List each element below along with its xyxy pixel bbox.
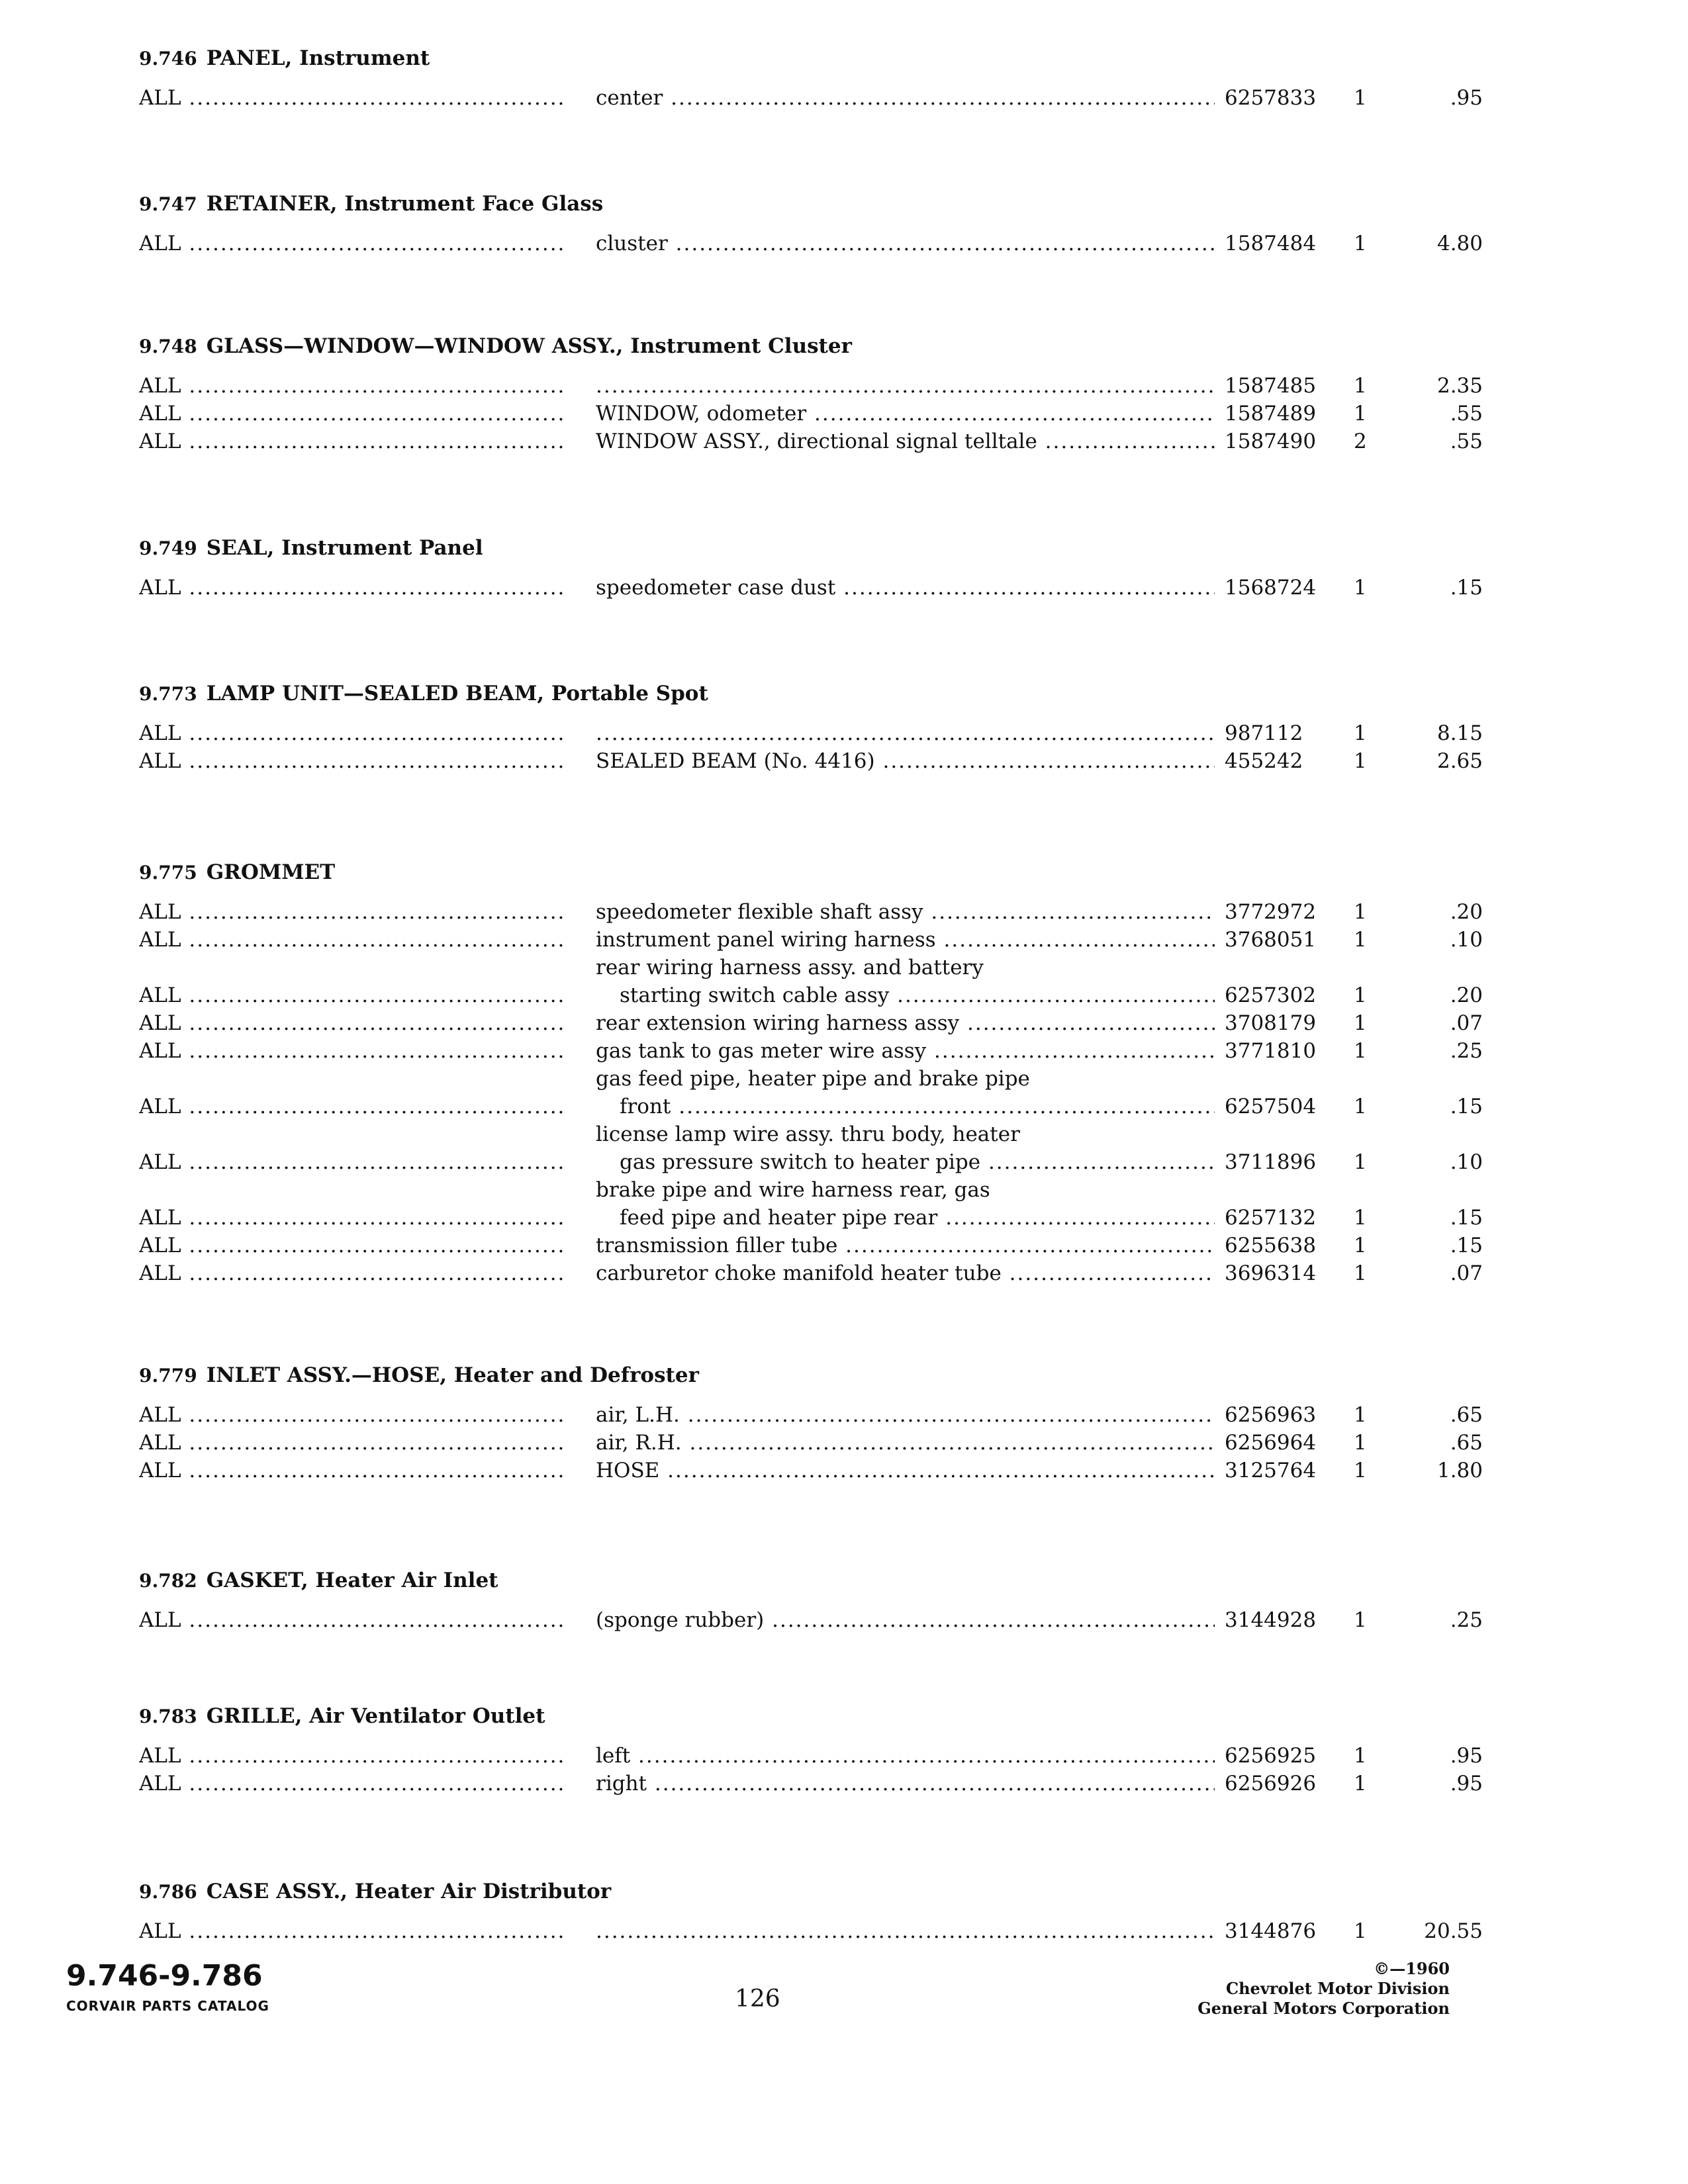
description-text: gas tank to gas meter wire assy ..... <box>596 1039 1215 1063</box>
description-line2: front ..... <box>620 1095 1215 1118</box>
model-cell <box>139 576 563 600</box>
part-number: 3125764 <box>1225 1459 1317 1482</box>
price: .95 <box>1450 86 1483 110</box>
section-title: GROMMET <box>206 860 336 884</box>
description-cell <box>596 1772 1215 1796</box>
model-text: ALL ..... <box>139 430 563 453</box>
price: 4.80 <box>1436 232 1483 255</box>
model-cell <box>139 232 563 255</box>
part-row <box>139 1035 1483 1063</box>
price: 2.35 <box>1436 374 1483 398</box>
part-row <box>139 1455 1483 1482</box>
price: .20 <box>1450 900 1483 924</box>
section-number: 9.786 <box>139 1881 197 1903</box>
part-row <box>139 1063 1483 1118</box>
model-cell <box>139 1608 563 1632</box>
quantity: 1 <box>1354 928 1367 952</box>
section-heading <box>139 1880 1364 1910</box>
description-line1: brake pipe and wire harness rear, gas <box>596 1178 990 1202</box>
model-cell <box>139 1234 563 1257</box>
description-cell <box>596 721 1215 745</box>
price: .65 <box>1450 1403 1483 1427</box>
model-cell <box>139 1919 563 1943</box>
part-number: 6257302 <box>1225 983 1317 1007</box>
description-text: instrument panel wiring harness ..... <box>596 928 1215 952</box>
part-number: 1568724 <box>1225 576 1317 600</box>
section-heading <box>139 46 1364 77</box>
section-heading <box>139 682 1364 712</box>
section-9-748 <box>139 334 1483 453</box>
part-number: 1587485 <box>1225 374 1317 398</box>
section-heading <box>139 192 1364 222</box>
part-row <box>139 745 1483 773</box>
section-number: 9.747 <box>139 193 197 215</box>
description-cell <box>596 402 1215 426</box>
part-number: 3696314 <box>1225 1261 1317 1285</box>
description-cell <box>596 232 1215 255</box>
quantity: 1 <box>1354 1261 1367 1285</box>
description-cell <box>596 1608 1215 1632</box>
model-cell <box>139 430 563 453</box>
description-text <box>596 1919 1215 1943</box>
description-text: left ..... <box>596 1744 1215 1768</box>
model-cell <box>139 1772 563 1796</box>
part-number: 1587489 <box>1225 402 1317 426</box>
model-text: ALL ..... <box>139 1431 563 1455</box>
model-cell <box>139 721 563 745</box>
quantity: 1 <box>1354 1403 1367 1427</box>
part-row <box>139 370 1483 398</box>
description-cell <box>596 1174 1215 1230</box>
model-text: ALL ..... <box>139 1150 563 1174</box>
part-number: 455242 <box>1225 749 1303 773</box>
part-row <box>139 1174 1483 1230</box>
model-cell <box>139 374 563 398</box>
description-cell <box>596 952 1215 1007</box>
copyright: ©—1960 <box>1374 1959 1450 1978</box>
part-row <box>139 1257 1483 1285</box>
page-number: 126 <box>735 1985 780 2013</box>
description-cell <box>596 1011 1215 1035</box>
section-number: 9.773 <box>139 683 197 705</box>
model-text: ALL ..... <box>139 1919 563 1943</box>
price: .55 <box>1450 402 1483 426</box>
description-line1: license lamp wire assy. thru body, heater <box>596 1122 1020 1146</box>
catalog-name: CORVAIR PARTS CATALOG <box>66 1998 269 2014</box>
section-number: 9.775 <box>139 862 197 884</box>
section-title: GASKET, Heater Air Inlet <box>206 1569 498 1592</box>
part-row <box>139 1399 1483 1427</box>
part-number: 3771810 <box>1225 1039 1317 1063</box>
description-text <box>596 721 1215 745</box>
description-cell <box>596 374 1215 398</box>
model-text: ALL ..... <box>139 576 563 600</box>
description-cell <box>596 1039 1215 1063</box>
quantity: 2 <box>1354 430 1367 453</box>
section-number: 9.749 <box>139 537 197 559</box>
part-row <box>139 1007 1483 1035</box>
description-text: air, L.H. ..... <box>596 1403 1215 1427</box>
section-number: 9.748 <box>139 336 197 357</box>
quantity: 1 <box>1354 900 1367 924</box>
section-title: GRILLE, Air Ventilator Outlet <box>206 1704 545 1728</box>
model-text: ALL ..... <box>139 1095 563 1118</box>
quantity: 1 <box>1354 232 1367 255</box>
footer-left <box>66 1959 269 2014</box>
description-cell <box>596 1744 1215 1768</box>
model-text: ALL ..... <box>139 402 563 426</box>
part-number: 3772972 <box>1225 900 1317 924</box>
section-number: 9.746 <box>139 48 197 69</box>
quantity: 1 <box>1354 1919 1367 1943</box>
quantity: 1 <box>1354 1206 1367 1230</box>
quantity: 1 <box>1354 1011 1367 1035</box>
section-title: SEAL, Instrument Panel <box>206 536 483 560</box>
part-number: 6257132 <box>1225 1206 1317 1230</box>
part-row <box>139 717 1483 745</box>
model-cell <box>139 1261 563 1285</box>
price: 8.15 <box>1436 721 1483 745</box>
quantity: 1 <box>1354 402 1367 426</box>
section-9-746 <box>139 46 1483 110</box>
description-line1: rear wiring harness assy. and battery <box>596 956 984 979</box>
description-cell <box>596 749 1215 773</box>
description-text <box>596 374 1215 398</box>
model-text: ALL ..... <box>139 1206 563 1230</box>
model-cell <box>139 900 563 924</box>
model-text: ALL ..... <box>139 749 563 773</box>
part-row <box>139 1740 1483 1768</box>
quantity: 1 <box>1354 1095 1367 1118</box>
section-number: 9.783 <box>139 1706 197 1727</box>
model-text: ALL ..... <box>139 232 563 255</box>
model-cell <box>139 1403 563 1427</box>
model-cell <box>139 1011 563 1035</box>
corporation: General Motors Corporation <box>1197 1999 1450 2018</box>
description-text: (sponge rubber) ..... <box>596 1608 1215 1632</box>
part-row <box>139 1427 1483 1455</box>
price: .20 <box>1450 983 1483 1007</box>
part-row <box>139 398 1483 426</box>
model-text: ALL ..... <box>139 1011 563 1035</box>
description-cell <box>596 430 1215 453</box>
description-text: speedometer case dust ..... <box>596 576 1215 600</box>
section-9-747 <box>139 192 1483 255</box>
price: .07 <box>1450 1261 1483 1285</box>
description-cell <box>596 1234 1215 1257</box>
description-text: rear extension wiring harness assy ..... <box>596 1011 1215 1035</box>
price: .25 <box>1450 1039 1483 1063</box>
description-text: transmission filler tube ..... <box>596 1234 1215 1257</box>
price: 1.80 <box>1436 1459 1483 1482</box>
model-text: ALL ..... <box>139 900 563 924</box>
price: .95 <box>1450 1744 1483 1768</box>
part-row <box>139 426 1483 453</box>
price: .10 <box>1450 928 1483 952</box>
model-text: ALL ..... <box>139 1403 563 1427</box>
description-text: SEALED BEAM (No. 4416) ..... <box>596 749 1215 773</box>
price: 20.55 <box>1424 1919 1483 1943</box>
model-text: ALL ..... <box>139 86 563 110</box>
part-row <box>139 1118 1483 1174</box>
section-title: PANEL, Instrument <box>206 46 430 70</box>
quantity: 1 <box>1354 749 1367 773</box>
model-text: ALL ..... <box>139 1261 563 1285</box>
model-cell <box>139 1206 563 1230</box>
section-9-786 <box>139 1880 1483 1943</box>
price: .07 <box>1450 1011 1483 1035</box>
description-text: carburetor choke manifold heater tube ..... <box>596 1261 1215 1285</box>
description-text: cluster ..... <box>596 232 1215 255</box>
quantity: 1 <box>1354 1744 1367 1768</box>
description-line2: starting switch cable assy ..... <box>620 983 1215 1007</box>
model-text: ALL ..... <box>139 721 563 745</box>
quantity: 1 <box>1354 1039 1367 1063</box>
part-row <box>139 896 1483 924</box>
description-text: speedometer flexible shaft assy ..... <box>596 900 1215 924</box>
part-number: 6256964 <box>1225 1431 1317 1455</box>
quantity: 1 <box>1354 1772 1367 1796</box>
description-line2: feed pipe and heater pipe rear ..... <box>620 1206 1215 1230</box>
model-cell <box>139 1744 563 1768</box>
part-row <box>139 952 1483 1007</box>
section-title: GLASS—WINDOW—WINDOW ASSY., Instrument Cluster <box>206 334 852 358</box>
model-cell <box>139 1095 563 1118</box>
part-row <box>139 82 1483 110</box>
part-row <box>139 924 1483 952</box>
description-cell <box>596 86 1215 110</box>
section-9-782 <box>139 1569 1483 1632</box>
price: .95 <box>1450 1772 1483 1796</box>
model-text: ALL ..... <box>139 1608 563 1632</box>
part-row <box>139 228 1483 255</box>
price: 2.65 <box>1436 749 1483 773</box>
description-cell <box>596 900 1215 924</box>
description-text: center ..... <box>596 86 1215 110</box>
part-number: 3708179 <box>1225 1011 1317 1035</box>
part-number: 3144928 <box>1225 1608 1317 1632</box>
section-number: 9.779 <box>139 1365 197 1387</box>
description-cell <box>596 1063 1215 1118</box>
quantity: 1 <box>1354 983 1367 1007</box>
part-number: 1587484 <box>1225 232 1317 255</box>
quantity: 1 <box>1354 721 1367 745</box>
section-heading <box>139 1363 1364 1394</box>
part-row <box>139 572 1483 600</box>
description-text: right ..... <box>596 1772 1215 1796</box>
quantity: 1 <box>1354 374 1367 398</box>
description-cell <box>596 576 1215 600</box>
model-text: ALL ..... <box>139 1459 563 1482</box>
part-number: 6255638 <box>1225 1234 1317 1257</box>
part-row <box>139 1768 1483 1796</box>
description-text: WINDOW ASSY., directional signal telltale ..... <box>596 430 1215 453</box>
price: .15 <box>1450 1095 1483 1118</box>
description-cell <box>596 1261 1215 1285</box>
part-number: 3768051 <box>1225 928 1317 952</box>
part-number: 6256925 <box>1225 1744 1317 1768</box>
section-9-783 <box>139 1704 1483 1796</box>
section-9-775 <box>139 860 1483 1285</box>
model-cell <box>139 928 563 952</box>
price: .65 <box>1450 1431 1483 1455</box>
section-9-749 <box>139 536 1483 600</box>
division: Chevrolet Motor Division <box>1226 1979 1450 1998</box>
part-number: 6256926 <box>1225 1772 1317 1796</box>
section-title: INLET ASSY.—HOSE, Heater and Defroster <box>206 1363 699 1387</box>
section-heading <box>139 1704 1364 1735</box>
part-number: 6257504 <box>1225 1095 1317 1118</box>
quantity: 1 <box>1354 1150 1367 1174</box>
quantity: 1 <box>1354 1459 1367 1482</box>
description-cell <box>596 1118 1215 1174</box>
model-cell <box>139 1039 563 1063</box>
quantity: 1 <box>1354 576 1367 600</box>
description-cell <box>596 1431 1215 1455</box>
quantity: 1 <box>1354 1608 1367 1632</box>
section-title: RETAINER, Instrument Face Glass <box>206 192 604 216</box>
model-text: ALL ..... <box>139 983 563 1007</box>
model-text: ALL ..... <box>139 1039 563 1063</box>
model-text: ALL ..... <box>139 1744 563 1768</box>
part-number: 6256963 <box>1225 1403 1317 1427</box>
section-heading <box>139 536 1364 567</box>
description-cell <box>596 1459 1215 1482</box>
model-text: ALL ..... <box>139 374 563 398</box>
description-text: air, R.H. ..... <box>596 1431 1215 1455</box>
description-cell <box>596 1403 1215 1427</box>
description-line1: gas feed pipe, heater pipe and brake pipe <box>596 1067 1030 1091</box>
model-cell <box>139 1150 563 1174</box>
section-title: CASE ASSY., Heater Air Distributor <box>206 1880 612 1903</box>
description-text: WINDOW, odometer ..... <box>596 402 1215 426</box>
model-cell <box>139 983 563 1007</box>
quantity: 1 <box>1354 86 1367 110</box>
part-row <box>139 1915 1483 1943</box>
section-title: LAMP UNIT—SEALED BEAM, Portable Spot <box>206 682 708 705</box>
price: .10 <box>1450 1150 1483 1174</box>
section-range: 9.746-9.786 <box>66 1959 263 1993</box>
section-9-779 <box>139 1363 1483 1482</box>
price: .55 <box>1450 430 1483 453</box>
part-number: 6257833 <box>1225 86 1317 110</box>
quantity: 1 <box>1354 1431 1367 1455</box>
section-number: 9.782 <box>139 1570 197 1592</box>
part-number: 3144876 <box>1225 1919 1317 1943</box>
model-cell <box>139 1431 563 1455</box>
footer-right <box>1197 1959 1450 2019</box>
part-number: 3711896 <box>1225 1150 1317 1174</box>
model-cell <box>139 749 563 773</box>
section-heading <box>139 1569 1364 1599</box>
description-line2: gas pressure switch to heater pipe ..... <box>620 1150 1215 1174</box>
model-text: ALL ..... <box>139 928 563 952</box>
section-heading <box>139 334 1364 365</box>
part-number: 987112 <box>1225 721 1303 745</box>
price: .25 <box>1450 1608 1483 1632</box>
part-row <box>139 1230 1483 1257</box>
model-text: ALL ..... <box>139 1772 563 1796</box>
description-cell <box>596 1919 1215 1943</box>
model-text: ALL ..... <box>139 1234 563 1257</box>
description-text: HOSE ..... <box>596 1459 1215 1482</box>
section-9-773 <box>139 682 1483 773</box>
price: .15 <box>1450 1206 1483 1230</box>
model-cell <box>139 1459 563 1482</box>
model-cell <box>139 86 563 110</box>
description-cell <box>596 928 1215 952</box>
model-cell <box>139 402 563 426</box>
part-row <box>139 1604 1483 1632</box>
part-number: 1587490 <box>1225 430 1317 453</box>
price: .15 <box>1450 576 1483 600</box>
section-heading <box>139 860 1364 891</box>
price: .15 <box>1450 1234 1483 1257</box>
quantity: 1 <box>1354 1234 1367 1257</box>
